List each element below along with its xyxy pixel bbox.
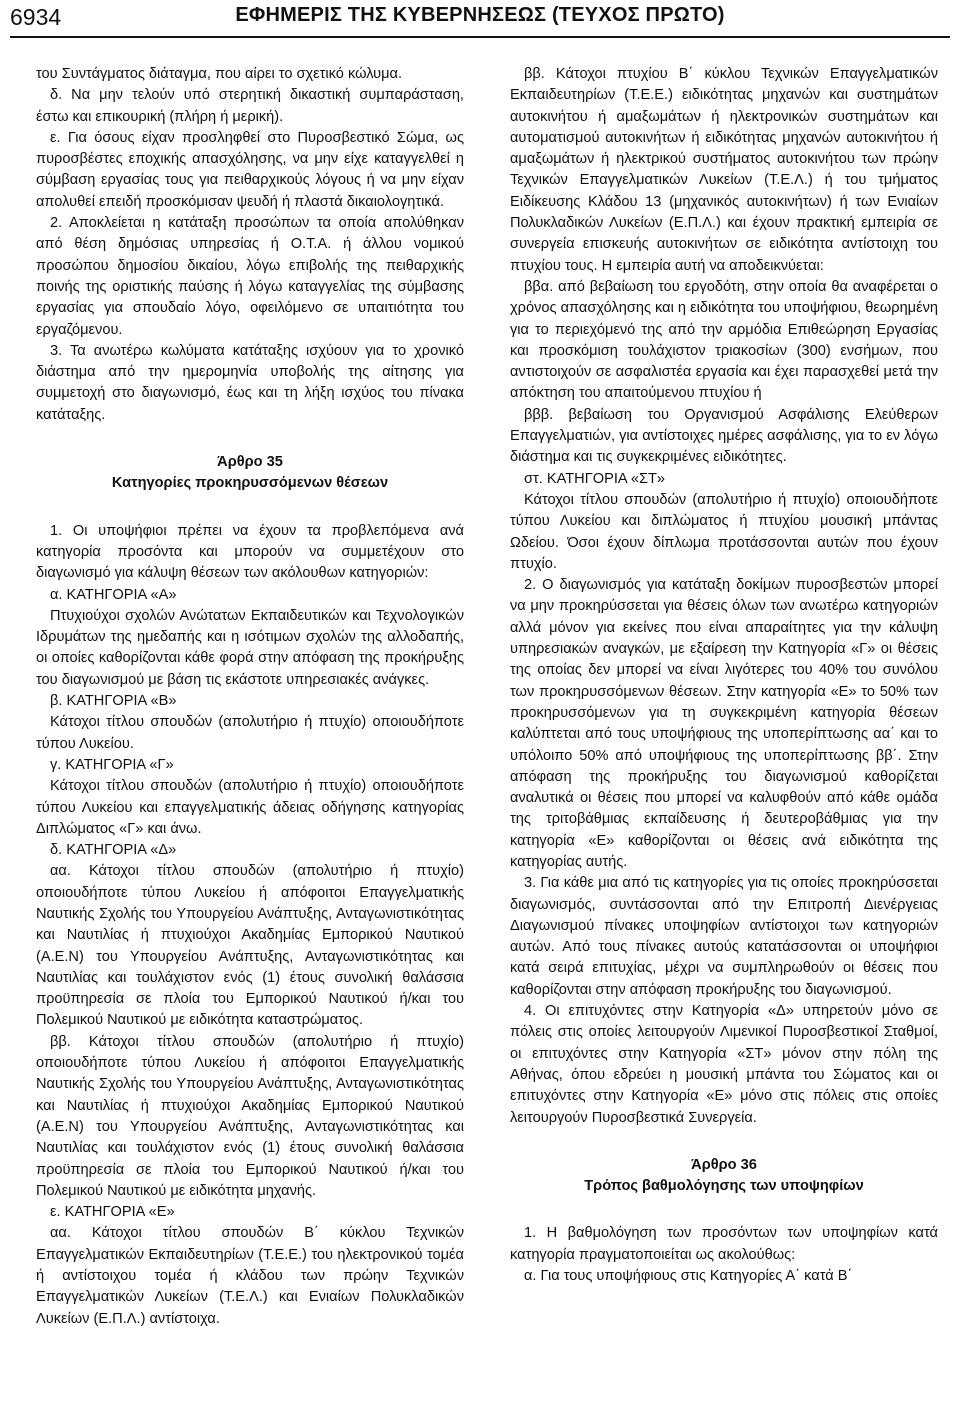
article-heading bbox=[36, 452, 464, 495]
paragraph: δ. Να μην τελούν υπό στερητική δικαστική συμπαράσταση, έστω και επικουρική (πλήρη ή μερική). bbox=[36, 87, 464, 125]
paragraph: 3. Τα ανωτέρω κωλύματα κατάταξης ισχύουν για το χρονικό διάστημα από την ημερομηνία υποβολής της αίτησης για συμμετοχή στο διαγωνισμό, έως και τη λήξη ισχύος του πίνακα κατάταξης. bbox=[36, 342, 464, 423]
article-title: Τρόπος βαθμολόγησης των υποψηφίων bbox=[584, 1178, 864, 1195]
page-header bbox=[0, 0, 960, 40]
article-title: Κατηγορίες προκηρυσσόμενων θέσεων bbox=[111, 475, 389, 492]
paragraph: Κάτοχοι τίτλου σπουδών (απολυτήριο ή πτυχίο) οποιουδήποτε τύπου Λυκείου. bbox=[36, 714, 464, 752]
paragraph: α. Για τους υποψήφιους στις Κατηγορίες Α΄ κατά Β΄ bbox=[524, 1268, 853, 1285]
paragraph: β. ΚΑΤΗΓΟΡΙΑ «Β» bbox=[50, 693, 177, 710]
header-rule bbox=[10, 36, 950, 38]
paragraph: αα. Κάτοχοι τίτλου σπουδών (απολυτήριο ή πτυχίο) οποιουδήποτε τύπου Λυκείου ή απόφοιτοι Επαγγελματικής Ναυτικής Σχολής του Υπουργείου Ανάπτυξης, Ανταγωνιστικότητας και Ναυτιλίας ή πτυχιούχοι Ακαδημίας Εμπορικού Ναυτικού (Α.Ε.Ν) του Υπουργείου Ανάπτυξης, Ανταγωνιστικότητας και Ναυτιλίας και τουλάχιστον ενός (1) έτους συνολική θαλάσσια προϋπηρεσία σε πλοία του Εμπορικού Ναυτικού ή/και του Πολεμικού Ναυτικού με ειδικότητα καταστρώματος. bbox=[36, 863, 464, 1029]
left-column bbox=[36, 64, 464, 1330]
paragraph: α. ΚΑΤΗΓΟΡΙΑ «Α» bbox=[50, 586, 177, 603]
paragraph: Κάτοχοι τίτλου σπουδών (απολυτήριο ή πτυχίο) οποιουδήποτε τύπου Λυκείου και επαγγελματικής άδειας οδήγησης κατηγορίας Διπλώματος «Γ» και άνω. bbox=[36, 778, 464, 837]
paragraph: βββ. βεβαίωση του Οργανισμού Ασφάλισης Ελεύθερων Επαγγελματιών, για αντίστοιχες ημέρες ασφάλισης, για το εν λόγω διάστημα και τις συγκεκριμένες ειδικότητες. bbox=[510, 406, 938, 466]
page-number: 6934 bbox=[10, 4, 62, 30]
paragraph: του Συντάγματος διάταγμα, που αίρει το σχετικό κώλυμα. bbox=[36, 66, 403, 82]
paragraph: 1. Οι υποψήφιοι πρέπει να έχουν τα προβλεπόμενα ανά κατηγορία προσόντα και μπορούν να συμμετέχουν στο διαγωνισμό για κάλυψη θέσεων των ακόλουθων κατηγοριών: bbox=[36, 522, 464, 582]
paragraph: 2. Ο διαγωνισμός για κατάταξη δοκίμων πυροσβεστών μπορεί να μην προκηρύσσεται για θέσεις όλων των ανωτέρω κατηγοριών αλλά μόνον για εκείνες που είναι απαραίτητες για την κάλυψη υπηρεσιακών αναγκών, με εξαίρεση την Κατηγορία «Γ» οι θέσεις της οποίας δεν μπορεί να είναι λιγότερες του 40% του συνόλου των προκηρυσσόμενων θέσεων. Στην κατηγορία «Ε» το 50% των προκηρυσσόμενων για τη συγκεκριμένη κατηγορία θέσεων καλύπτεται από τους υποψήφιους της υποπερίπτωσης αα΄ και το υπόλοιπο 50% από υποψήφιους της υποπερίπτωσης ββ΄. Στην απόφαση της προκήρυξης του διαγωνισμού καθορίζεται αναλυτικά οι θέσεις που μπορεί να καλυφθούν από κάθε ομάδα της τριτοβάθμιας εκπαίδευσης ή δευτεροβάθμιας για την κατηγορία «Ε» καθορίζονται οι θέσεις ανά ειδικότητα της κατηγορίας αυτής. bbox=[510, 577, 938, 870]
paragraph: ββ. Κάτοχοι πτυχίου Β΄ κύκλου Τεχνικών Επαγγελματικών Εκπαιδευτηρίων (Τ.Ε.Ε.) ειδικότητας μηχανών και συστημάτων αυτοκινήτου ή αμαξωμάτων ή ηλεκτρονικών συστημάτων και αυτοματισμού αυτοκινήτων ή ειδικότητας μηχανών αυτοκινήτου ή αμαξωμάτων ή ηλεκτρικού συστήματος αυτοκινήτου των πρώην Τεχνικών Επαγγελματικών Λυκείων (Τ.Ε.Λ.) ή του τμήματος Ειδίκευσης Κλάδου 13 (μηχανικός αυτοκινήτων) ή των Ενιαίων Πολυκλαδικών Λυκείων (Ε.Π.Λ.) και έχουν πρακτική εμπειρία σε συνεργεία επισκευής αυτοκινήτων σε ειδικότητα αντίστοιχη του πτυχίου τους. Η εμπειρία αυτή να αποδεικνύεται: bbox=[510, 66, 938, 274]
paragraph: ββα. από βεβαίωση του εργοδότη, στην οποία θα αναφέρεται ο χρόνος απασχόλησης και η ειδικότητα του υποψήφιου, θεωρημένη για το περιεχόμενό της από την αρμόδια Επιθεώρηση Εργασίας και προσκόμιση τουλάχιστον τριακοσίων (300) ενσήμων, που αντιστοιχούν σε ασφαλιστέα εργασία και έχει παρασχεθεί μετά την απόκτηση του απαιτούμενου πτυχίου ή bbox=[510, 278, 939, 402]
paragraph: αα. Κάτοχοι τίτλου σπουδών Β΄ κύκλου Τεχνικών Επαγγελματικών Εκπαιδευτηρίων (Τ.Ε.Ε.) του ηλεκτρονικού τομέα ή αντίστοιχου τομέα ή κλάδου των πρώην Τεχνικών Επαγγελματικών Λυκείων (Τ.Ε.Λ.) και Ενιαίων Πολυκλαδικών Λυκείων (Ε.Π.Λ.) αντίστοιχα. bbox=[36, 1225, 464, 1327]
article-number: Άρθρο 36 bbox=[691, 1156, 757, 1173]
article-number: Άρθρο 35 bbox=[217, 454, 283, 471]
paragraph: 4. Οι επιτυχόντες στην Κατηγορία «Δ» υπηρετούν μόνο σε πόλεις στις οποίες λειτουργούν Λιμενικοί Πυροσβεστικοί Σταθμοί, οι επιτυχόντες στην Κατηγορία «ΣΤ» μόνον στην πόλη της Αθήνας, όπου εδρεύει η μουσική μπάντα του Σώματος και οι επιτυχόντες στην Κατηγορία «Ε» μόνο στις πόλεις στις οποίες λειτουργούν Πυροσβεστικά Συνεργεία. bbox=[510, 1003, 938, 1126]
paragraph: ε. Για όσους είχαν προσληφθεί στο Πυροσβεστικό Σώμα, ως πυροσβέστες εποχικής απασχόλησης, να μην είχε καταγγελθεί η σύμβαση εργασίας τους για πειθαρχικούς λόγους ή να μην είχαν απολυθεί επειδή προσκόμισαν ψευδή ή πλαστά δικαιολογητικά. bbox=[36, 129, 464, 210]
paragraph: ββ. Κάτοχοι τίτλου σπουδών (απολυτήριο ή πτυχίο) οποιουδήποτε τύπου Λυκείου ή απόφοιτοι Επαγγελματικής Ναυτικής Σχολής του Υπουργείου Ανάπτυξης, Ανταγωνιστικότητας και Ναυτιλίας ή πτυχιούχοι Ακαδημίας Εμπορικού Ναυτικού (Α.Ε.Ν) του Υπουργείου Ανάπτυξης, Ανταγωνιστικότητας και Ναυτιλίας και τουλάχιστον ενός (1) έτους συνολική θαλάσσια προϋπηρεσία σε πλοία του Εμπορικού Ναυτικού ή/και του Πολεμικού Ναυτικού με ειδικότητα μηχανής. bbox=[36, 1033, 464, 1199]
paragraph: δ. ΚΑΤΗΓΟΡΙΑ «Δ» bbox=[50, 842, 177, 859]
paragraph: γ. ΚΑΤΗΓΟΡΙΑ «Γ» bbox=[50, 756, 174, 773]
paragraph: στ. ΚΑΤΗΓΟΡΙΑ «ΣΤ» bbox=[524, 470, 666, 487]
paragraph: 1. Η βαθμολόγηση των προσόντων των υποψηφίων κατά κατηγορία πραγματοποιείται ως ακολούθως: bbox=[510, 1225, 938, 1263]
paragraph: 3. Για κάθε μια από τις κατηγορίες για τις οποίες προκηρύσσεται διαγωνισμός, συντάσσονται από την Επιτροπή Διενέργειας Διαγωνισμού πίνακες υποψηφίων αντίστοιχοι των κατηγοριών αυτών. Από τους πίνακες αυτούς κατατάσσονται οι υποψήφιοι κατά σειρά επιτυχίας, μέχρι να συμπληρωθούν οι θέσεις που καθορίζονται στην απόφαση προκήρυξης του διαγωνισμού. bbox=[510, 875, 938, 998]
right-column bbox=[510, 64, 938, 1287]
paragraph: ε. ΚΑΤΗΓΟΡΙΑ «Ε» bbox=[50, 1204, 175, 1221]
paragraph: 2. Αποκλείεται η κατάταξη προσώπων τα οποία απολύθηκαν από θέση δημόσιας υπηρεσίας ή Ο.Τ.Α. ή άλλου νομικού προσώπου δημοσίου δικαίου, λόγω επιβολής της πειθαρχικής ποινής της οριστικής παύσης ή λόγω καταγγελίας της σύμβασης εργασίας για σπουδαίο λόγο, οφειλόμενο σε υπαιτιότητα του εργαζόμενου. bbox=[36, 215, 464, 338]
article-heading bbox=[510, 1155, 938, 1198]
paragraph: Κάτοχοι τίτλου σπουδών (απολυτήριο ή πτυχίο) οποιουδήποτε τύπου Λυκείου και διπλώματος ή πτυχίου μουσική μπάντας Ωδείου. Όσοι έχουν δίπλωμα προτάσσονται αυτών που έχουν πτυχίο. bbox=[510, 491, 938, 572]
paragraph: Πτυχιούχοι σχολών Ανώτατων Εκπαιδευτικών και Τεχνολογικών Ιδρυμάτων της ημεδαπής και η ισότιμων σχολών της αλλοδαπής, οι οποίες καθορίζονται κάθε φορά στην απόφαση της προκήρυξης του διαγωνισμού με βάση τις εκάστοτε υπηρεσιακές ανάγκες. bbox=[36, 607, 464, 688]
gazette-title: ΕΦΗΜΕΡΙΣ ΤΗΣ ΚΥΒΕΡΝΗΣΕΩΣ (ΤΕΥΧΟΣ ΠΡΩΤΟ) bbox=[235, 4, 725, 26]
